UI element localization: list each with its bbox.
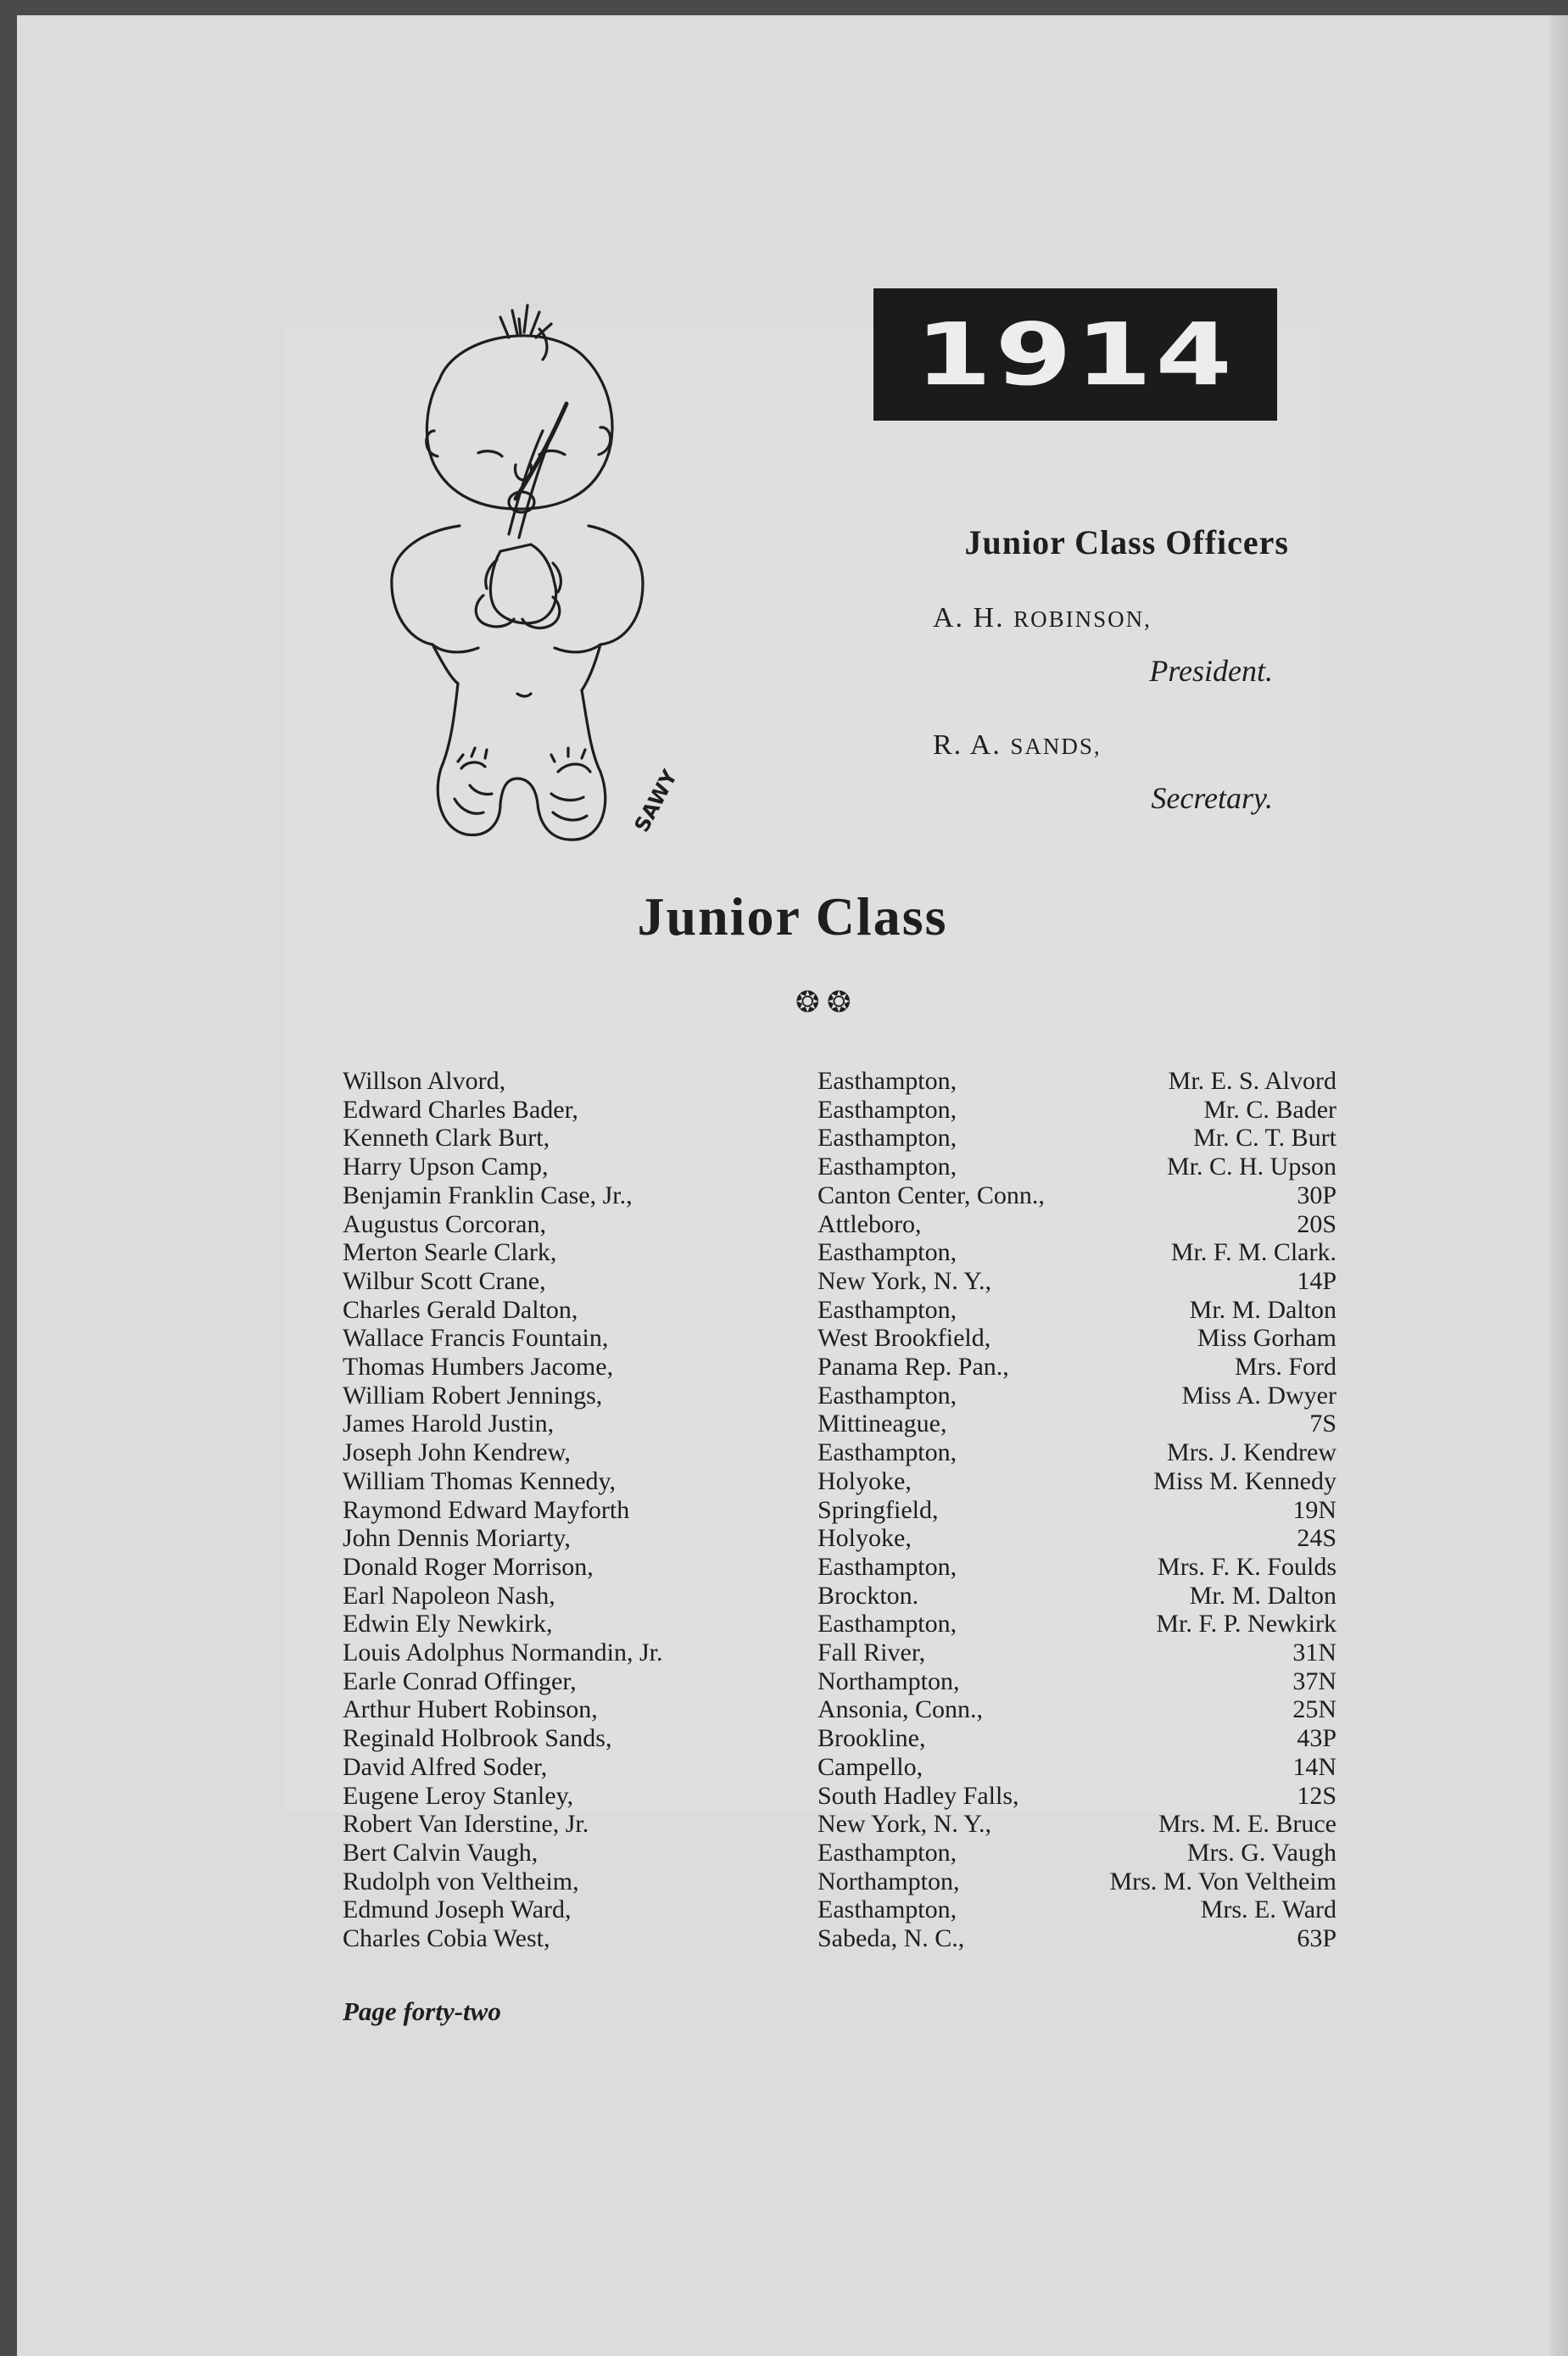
member-name: Augustus Corcoran, [343, 1209, 546, 1238]
member-town: Fall River, [817, 1639, 926, 1667]
member-row [343, 1181, 1336, 1210]
member-town: Holyoke, [817, 1524, 912, 1553]
year-banner [873, 288, 1277, 421]
member-row [343, 1810, 1336, 1839]
member-room: Miss Gorham [1197, 1324, 1336, 1353]
member-row [343, 1667, 1336, 1696]
member-name: Joseph John Kendrew, [343, 1438, 571, 1467]
member-row [343, 1610, 1336, 1639]
member-town: Easthampton, [817, 1124, 957, 1153]
artist-signature: SAWY [629, 766, 683, 836]
member-room: Mr. E. S. Alvord [1168, 1067, 1336, 1095]
page-edge [1549, 15, 1568, 2356]
member-room: Miss A. Dwyer [1181, 1381, 1336, 1410]
member-row [343, 1496, 1336, 1525]
member-name: Willson Alvord, [343, 1067, 506, 1095]
member-town: Northampton, [817, 1667, 960, 1695]
member-room: Mr. C. Bader [1203, 1095, 1336, 1124]
officer-initials: R. A. [933, 729, 1011, 761]
member-name: Raymond Edward Mayforth [343, 1495, 630, 1524]
member-name: Kenneth Clark Burt, [343, 1124, 550, 1153]
member-name: Earl Napoleon Nash, [343, 1581, 555, 1610]
member-row [343, 1753, 1336, 1782]
member-room: 37N [1292, 1667, 1336, 1695]
member-name: Wilbur Scott Crane, [343, 1266, 546, 1295]
member-town: Northampton, [817, 1867, 960, 1895]
member-row [343, 1353, 1336, 1382]
member-row [343, 1867, 1336, 1896]
member-row [343, 1124, 1336, 1153]
baby-with-bottle-illustration [373, 304, 695, 872]
member-room: Mrs. F. K. Foulds [1158, 1552, 1336, 1581]
member-row [343, 1382, 1336, 1410]
member-name: Charles Gerald Dalton, [343, 1295, 578, 1324]
member-town: Sabeda, N. C., [817, 1924, 965, 1953]
page-number-footer: Page forty-two [343, 1996, 501, 2026]
member-name: Edmund Joseph Ward, [343, 1895, 572, 1924]
officer-initials: A. H. [933, 602, 1014, 634]
member-row [343, 1096, 1336, 1125]
member-name: William Thomas Kennedy, [343, 1466, 617, 1495]
officer-role-president: President. [1149, 654, 1273, 688]
member-town: Canton Center, Conn., [817, 1181, 1045, 1209]
member-town: Mittineague, [817, 1410, 947, 1438]
member-room: 19N [1292, 1495, 1336, 1524]
member-name: Harry Upson Camp, [343, 1153, 549, 1181]
member-town: New York, N. Y., [817, 1266, 992, 1295]
member-town: Brookline, [817, 1724, 926, 1753]
member-name: Eugene Leroy Stanley, [343, 1781, 574, 1810]
book-page [17, 15, 1568, 2356]
member-town: Easthampton, [817, 1381, 957, 1410]
member-row [343, 1238, 1336, 1267]
member-room: 24S [1297, 1524, 1336, 1553]
member-town: Easthampton, [817, 1238, 957, 1267]
ornament: ❂ ❂ [795, 987, 851, 1019]
member-name: Merton Searle Clark, [343, 1238, 557, 1267]
member-row [343, 1639, 1336, 1667]
member-name: Charles Cobia West, [343, 1924, 550, 1953]
member-name: Earle Conrad Offinger, [343, 1667, 577, 1695]
member-town: Easthampton, [817, 1438, 957, 1467]
member-name: Benjamin Franklin Case, Jr., [343, 1181, 633, 1209]
member-row [343, 1067, 1336, 1096]
member-name: Edward Charles Bader, [343, 1095, 578, 1124]
member-room: Mrs. M. Von Veltheim [1109, 1867, 1336, 1895]
member-row [343, 1324, 1336, 1353]
member-town: Easthampton, [817, 1295, 957, 1324]
member-town: Holyoke, [817, 1466, 912, 1495]
member-room: 7S [1309, 1410, 1336, 1438]
member-room: 63P [1297, 1924, 1336, 1953]
member-room: 31N [1292, 1639, 1336, 1667]
member-room: Mr. C. H. Upson [1166, 1153, 1336, 1181]
member-town: Panama Rep. Pan., [817, 1353, 1009, 1382]
member-town: Brockton. [817, 1581, 919, 1610]
member-room: Mrs. G. Vaugh [1186, 1838, 1336, 1867]
member-row [343, 1153, 1336, 1181]
member-row [343, 1210, 1336, 1239]
member-town: Easthampton, [817, 1838, 957, 1867]
member-town: Easthampton, [817, 1895, 957, 1924]
member-row [343, 1895, 1336, 1924]
member-town: Campello, [817, 1752, 924, 1781]
officer-surname: SANDS, [1010, 734, 1102, 759]
member-town: Easthampton, [817, 1552, 957, 1581]
member-name: Bert Calvin Vaugh, [343, 1838, 538, 1867]
member-row [343, 1410, 1336, 1438]
member-room: Mr. M. Dalton [1189, 1295, 1336, 1324]
member-room: 14P [1297, 1266, 1336, 1295]
class-title: Junior Class [637, 886, 948, 946]
member-room: Mr. F. M. Clark. [1170, 1238, 1336, 1267]
year-text: 1914 [915, 304, 1236, 405]
member-room: Mrs. E. Ward [1200, 1895, 1336, 1924]
member-town: New York, N. Y., [817, 1810, 992, 1839]
member-room: 12S [1297, 1781, 1336, 1810]
member-roster-table [343, 1067, 1336, 1953]
member-row [343, 1467, 1336, 1496]
member-name: David Alfred Soder, [343, 1752, 548, 1781]
member-room: Mrs. J. Kendrew [1167, 1438, 1336, 1467]
member-row [343, 1267, 1336, 1296]
member-room: Mr. M. Dalton [1189, 1581, 1336, 1610]
officer-name-president [933, 602, 1152, 634]
member-row [343, 1438, 1336, 1467]
member-room: 25N [1292, 1695, 1336, 1724]
member-town: Easthampton, [817, 1610, 957, 1639]
member-room: Mr. F. P. Newkirk [1156, 1610, 1336, 1639]
member-name: Rudolph von Veltheim, [343, 1867, 579, 1895]
member-town: Easthampton, [817, 1095, 957, 1124]
officer-name-secretary [933, 729, 1102, 762]
officer-surname: ROBINSON, [1013, 606, 1152, 632]
member-name: James Harold Justin, [343, 1410, 555, 1438]
member-row [343, 1296, 1336, 1325]
member-town: Easthampton, [817, 1067, 957, 1095]
member-row [343, 1582, 1336, 1611]
member-name: Edwin Ely Newkirk, [343, 1610, 553, 1639]
member-row [343, 1553, 1336, 1582]
member-name: Donald Roger Morrison, [343, 1552, 594, 1581]
member-row [343, 1839, 1336, 1867]
member-name: Arthur Hubert Robinson, [343, 1695, 598, 1724]
member-row [343, 1924, 1336, 1953]
member-row [343, 1782, 1336, 1811]
member-name: William Robert Jennings, [343, 1381, 603, 1410]
member-town: West Brookfield, [817, 1324, 991, 1353]
member-row [343, 1724, 1336, 1753]
member-name: John Dennis Moriarty, [343, 1524, 571, 1553]
member-room: Mr. C. T. Burt [1193, 1124, 1336, 1153]
member-room: Mrs. Ford [1234, 1353, 1336, 1382]
member-row [343, 1524, 1336, 1553]
member-town: South Hadley Falls, [817, 1781, 1019, 1810]
member-name: Robert Van Iderstine, Jr. [343, 1810, 589, 1839]
member-room: Mrs. M. E. Bruce [1158, 1810, 1336, 1839]
member-town: Attleboro, [817, 1209, 922, 1238]
member-town: Ansonia, Conn., [817, 1695, 983, 1724]
member-town: Easthampton, [817, 1153, 957, 1181]
member-room: 30P [1297, 1181, 1336, 1209]
member-name: Reginald Holbrook Sands, [343, 1724, 612, 1753]
member-row [343, 1695, 1336, 1724]
member-room: Miss M. Kennedy [1153, 1466, 1336, 1495]
member-town: Springfield, [817, 1495, 939, 1524]
officers-heading: Junior Class Officers [964, 523, 1289, 561]
member-name: Louis Adolphus Normandin, Jr. [343, 1639, 663, 1667]
member-room: 43P [1297, 1724, 1336, 1753]
member-name: Thomas Humbers Jacome, [343, 1353, 614, 1382]
member-room: 20S [1297, 1209, 1336, 1238]
officer-role-secretary: Secretary. [1151, 781, 1273, 815]
member-name: Wallace Francis Fountain, [343, 1324, 609, 1353]
member-room: 14N [1292, 1752, 1336, 1781]
